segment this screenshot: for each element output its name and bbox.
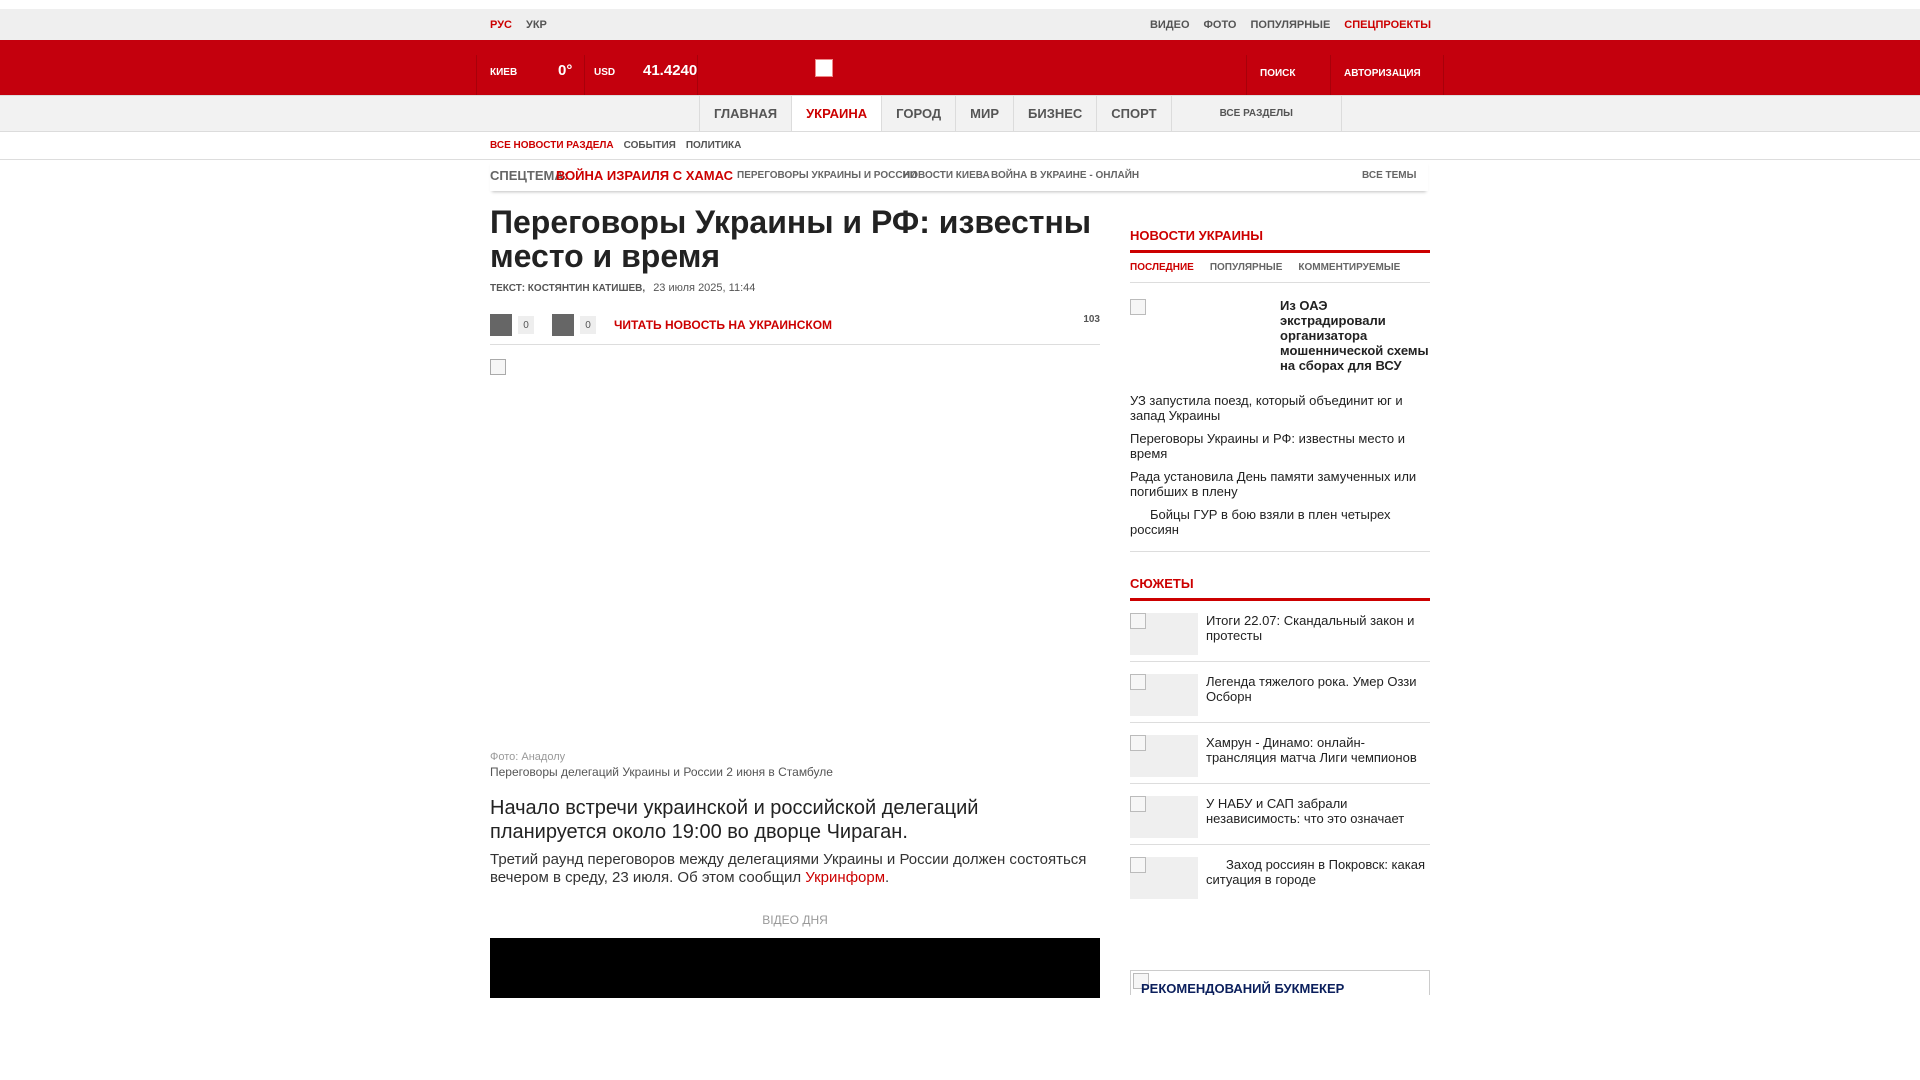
story-title[interactable]: Итоги 22.07: Скандальный закон и протесты <box>1206 613 1415 643</box>
article <box>490 204 1100 927</box>
header-divider <box>697 55 698 95</box>
list-item[interactable]: Рада установила День памяти замученных или погибших в плену <box>1130 469 1417 499</box>
share-count: 0 <box>518 316 534 334</box>
story-title[interactable]: Легенда тяжелого рока. Умер Оззи Осборн <box>1206 674 1417 704</box>
section-subnav <box>0 131 1920 160</box>
photo-credit: Фото: Анадолу <box>490 751 566 763</box>
story-item[interactable] <box>1130 662 1430 723</box>
view-count: 103 <box>1083 314 1100 325</box>
lang-ukr[interactable]: УКР <box>525 18 547 31</box>
all-themes-link[interactable]: ВСЕ ТЕМЫ <box>1362 170 1417 181</box>
article-photo <box>490 359 1100 749</box>
top-link-specprojects[interactable]: СПЕЦПРОЕКТЫ <box>1344 18 1431 31</box>
share-telegram-icon[interactable] <box>552 314 574 336</box>
list-item[interactable]: Переговоры Украины и РФ: известны место и время <box>1130 431 1405 461</box>
sidebar <box>1130 220 1430 905</box>
search-link[interactable]: ПОИСК <box>1260 68 1296 79</box>
broken-image-icon <box>1130 796 1146 812</box>
video-player[interactable] <box>490 938 1100 998</box>
share-toolbar <box>490 310 1100 345</box>
special-theme-label: СПЕЦТЕМА: <box>490 168 569 183</box>
broken-image-icon <box>1130 857 1146 873</box>
sidebar-stories-title[interactable]: СЮЖЕТЫ <box>1130 568 1430 601</box>
share-facebook-icon[interactable] <box>490 314 512 336</box>
story-thumbnail <box>1130 674 1198 716</box>
article-author[interactable]: ТЕКСТ: КОСТЯНТИН КАТИШЕВ, <box>490 283 646 294</box>
header-divider <box>584 55 585 95</box>
subnav-politics[interactable]: ПОЛИТИКА <box>685 139 742 151</box>
share-count: 0 <box>580 316 596 334</box>
article-date: 23 июля 2025, 11:44 <box>653 282 756 294</box>
top-bar <box>0 9 1920 41</box>
paragraph-text: Третий раунд переговоров между делегациями Украины и России должен состояться вечером в среду, 23 июля. Об этом сообщил <box>490 851 1087 886</box>
main-nav <box>0 95 1920 132</box>
list-item[interactable]: УЗ запустила поезд, который объединит юг и запад Украины <box>1130 393 1403 423</box>
tab-popular[interactable]: ПОПУЛЯРНЫЕ <box>1209 262 1283 273</box>
header-divider <box>1443 55 1444 95</box>
broken-image-icon <box>1130 735 1146 751</box>
story-thumbnail <box>1130 796 1198 838</box>
header-divider <box>1330 55 1331 95</box>
top-link-popular[interactable]: ПОПУЛЯРНЫЕ <box>1250 18 1331 31</box>
site-logo[interactable] <box>815 59 833 77</box>
article-paragraph <box>490 851 1100 887</box>
featured-news-title[interactable]: Из ОАЭ экстрадировали организатора мошеннической схемы на сборах для ВСУ <box>1280 298 1429 373</box>
article-byline <box>490 282 1100 294</box>
story-thumbnail <box>1130 735 1198 777</box>
city-label: КИЕВ <box>490 67 518 78</box>
nav-main[interactable]: ГЛАВНАЯ <box>699 96 791 131</box>
story-title[interactable]: Хамрун - Динамо: онлайн-трансляция матча Лиги чемпионов <box>1206 735 1417 765</box>
nav-city[interactable]: ГОРОД <box>881 96 955 131</box>
theme-link-negotiations[interactable]: ПЕРЕГОВОРЫ УКРАИНЫ И РОССИИ <box>737 170 917 181</box>
broken-image-icon <box>1130 299 1146 315</box>
paragraph-end: . <box>885 869 890 886</box>
top-link-video[interactable]: ВИДЕО <box>1149 18 1190 31</box>
broken-image-icon <box>490 359 506 375</box>
nav-world[interactable]: МИР <box>955 96 1013 131</box>
sidebar-news-title[interactable]: НОВОСТИ УКРАИНЫ <box>1130 220 1430 253</box>
list-item[interactable]: Бойцы ГУР в бою взяли в плен четырех россиян <box>1130 507 1391 537</box>
theme-link-war-online[interactable]: ВОЙНА В УКРАИНЕ - ОНЛАЙН <box>991 170 1140 181</box>
article-lead: Начало встречи украинской и российской делегаций планируется около 19:00 во дворце Чираган. <box>490 797 979 843</box>
story-thumbnail <box>1130 613 1198 655</box>
sidebar-tabs <box>1130 253 1430 283</box>
language-switcher <box>490 9 547 40</box>
top-links <box>1150 9 1431 40</box>
subnav-events[interactable]: СОБЫТИЯ <box>623 139 676 151</box>
header-divider <box>476 55 477 95</box>
tab-latest[interactable]: ПОСЛЕДНИЕ <box>1130 262 1194 273</box>
theme-link-kyiv-news[interactable]: НОВОСТИ КИЕВА <box>903 170 990 181</box>
currency-label: USD <box>594 67 616 78</box>
special-theme-link[interactable]: ВОЙНА ИЗРАИЛЯ С ХАМАС <box>556 168 734 183</box>
lang-rus[interactable]: РУС <box>490 18 512 31</box>
subnav-all-news[interactable]: ВСЕ НОВОСТИ РАЗДЕЛА <box>490 139 614 151</box>
source-link[interactable]: Укринформ <box>805 869 886 886</box>
story-item[interactable] <box>1130 723 1430 784</box>
temperature: 0° <box>558 62 573 79</box>
broken-image-icon <box>1130 613 1146 629</box>
story-item[interactable] <box>1130 601 1430 662</box>
bookmaker-label: РЕКОМЕНДОВАНИЙ БУКМЕКЕР <box>1141 981 1345 995</box>
video-of-day-label: ВІДЕО ДНЯ <box>762 913 828 927</box>
story-title[interactable]: У НАБУ и САП забрали независимость: что это означает <box>1206 796 1405 826</box>
nav-sport[interactable]: СПОРТ <box>1096 96 1170 131</box>
photo-caption: Переговоры делегаций Украины и России 2 июня в Стамбуле <box>490 765 833 779</box>
nav-ukraine[interactable]: УКРАИНА <box>791 96 881 131</box>
broken-image-icon <box>1130 674 1146 690</box>
story-item[interactable] <box>1130 784 1430 845</box>
auth-link[interactable]: АВТОРИЗАЦИЯ <box>1344 68 1421 79</box>
featured-news[interactable] <box>1130 283 1430 393</box>
nav-all-sections[interactable]: ВСЕ РАЗДЕЛЫ <box>1171 96 1342 131</box>
header-divider <box>1246 55 1247 95</box>
story-item[interactable] <box>1130 845 1430 905</box>
story-thumbnail <box>1130 857 1198 899</box>
themes-bar <box>490 160 1428 191</box>
currency-rate: 41.4240 <box>643 62 698 79</box>
article-title: Переговоры Украины и РФ: известны место и время <box>490 204 1092 274</box>
nav-business[interactable]: БИЗНЕС <box>1013 96 1096 131</box>
read-in-ukrainian-link[interactable]: ЧИТАТЬ НОВОСТЬ НА УКРАИНСКОМ <box>614 318 833 332</box>
tab-commented[interactable]: КОММЕНТИРУЕМЫЕ <box>1298 262 1401 273</box>
bookmaker-banner[interactable] <box>1130 970 1430 995</box>
site-header <box>0 40 1920 95</box>
news-list <box>1130 393 1430 537</box>
story-title[interactable]: Заход россиян в Покровск: какая ситуация в городе <box>1206 857 1425 887</box>
top-link-photo[interactable]: ФОТО <box>1203 18 1237 31</box>
